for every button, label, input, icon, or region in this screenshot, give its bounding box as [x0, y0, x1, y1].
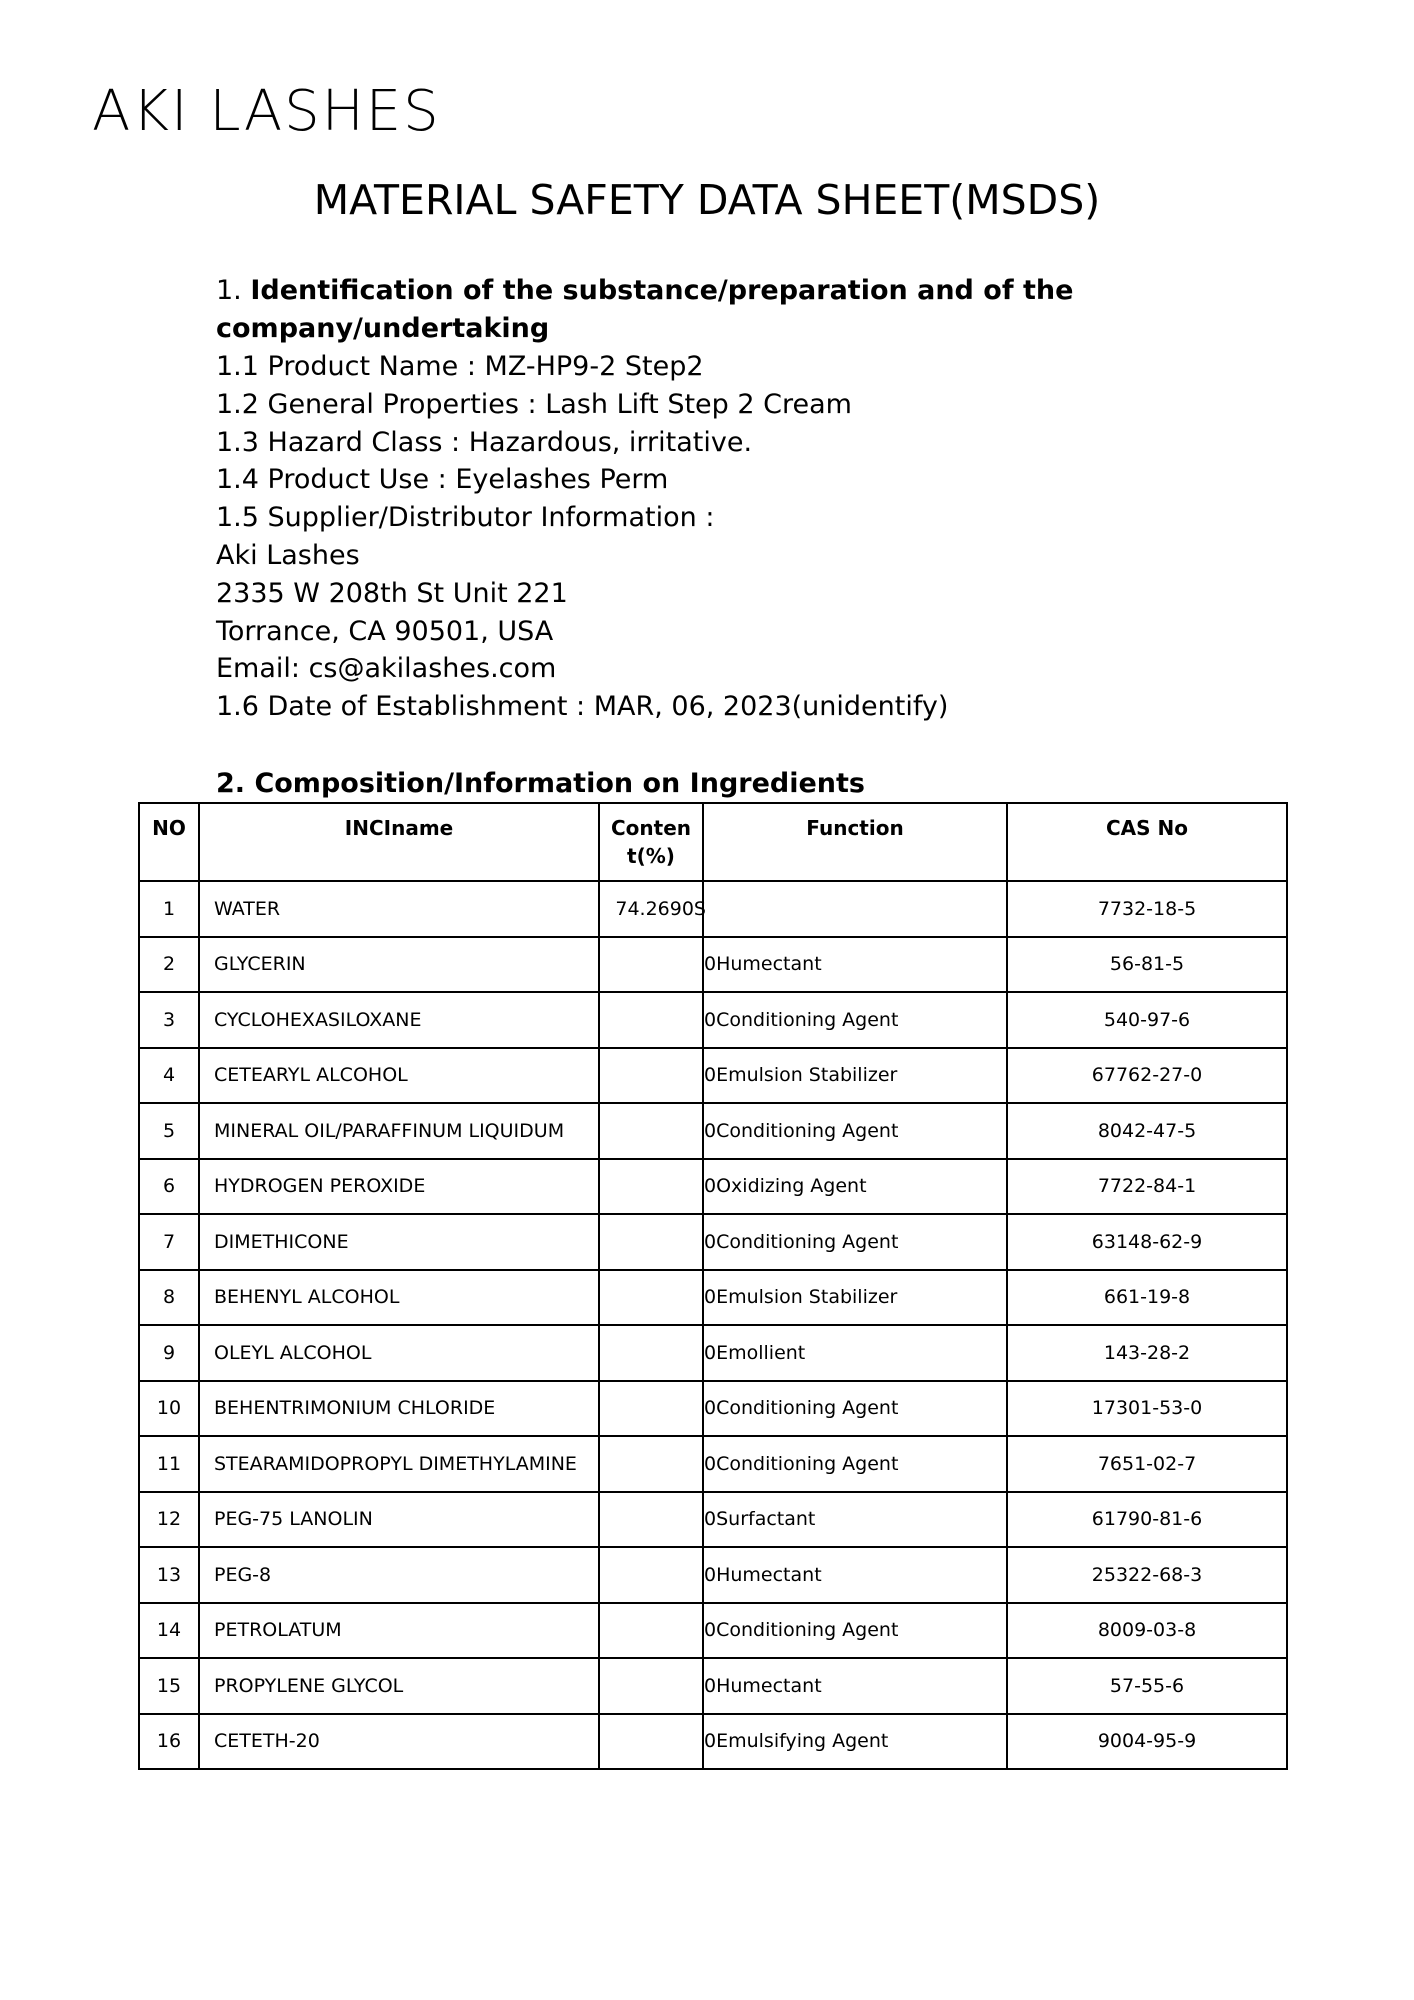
ingredients-table: [138, 802, 1288, 1770]
cell-function: 0Emulsion Stabilizer: [703, 1270, 1007, 1326]
cell-content: [599, 1048, 703, 1104]
table-row: [139, 1214, 1287, 1270]
table-row: [139, 1492, 1287, 1548]
cell-no: 9: [139, 1325, 199, 1381]
cell-content: [599, 1159, 703, 1215]
cell-inci-name: PEG-75 LANOLIN: [199, 1492, 599, 1548]
table-row: [139, 1714, 1287, 1770]
cell-cas-no: 56-81-5: [1007, 937, 1287, 993]
cell-content: [599, 1603, 703, 1659]
section-1-line: 1.1 Product Name : MZ-HP9-2 Step2: [216, 351, 704, 382]
cell-cas-no: 63148-62-9: [1007, 1214, 1287, 1270]
section-1-line: Torrance, CA 90501, USA: [216, 615, 554, 647]
cell-no: 16: [139, 1714, 199, 1770]
header-content-line2: t(%): [627, 844, 675, 868]
cell-inci-name: BEHENYL ALCOHOL: [199, 1270, 599, 1326]
cell-inci-name: PROPYLENE GLYCOL: [199, 1658, 599, 1714]
cell-inci-name: HYDROGEN PEROXIDE: [199, 1159, 599, 1215]
cell-content: [599, 1492, 703, 1548]
cell-no: 7: [139, 1214, 199, 1270]
cell-content: [599, 1214, 703, 1270]
section-1-lines: [216, 348, 1266, 726]
section-1-line: 1.6 Date of Establishment : MAR, 06, 2023(unidentify): [216, 691, 949, 723]
cell-inci-name: PETROLATUM: [199, 1603, 599, 1659]
table-row: [139, 1547, 1287, 1603]
cell-function: 0Humectant: [703, 1547, 1007, 1603]
section-1-number: 1.: [216, 275, 242, 306]
table-row: [139, 1381, 1287, 1437]
cell-cas-no: 57-55-6: [1007, 1658, 1287, 1714]
cell-no: 15: [139, 1658, 199, 1714]
cell-no: 6: [139, 1159, 199, 1215]
cell-content: [599, 937, 703, 993]
cell-function: 0Emollient: [703, 1325, 1007, 1381]
header-function: Function: [703, 803, 1007, 881]
cell-no: 12: [139, 1492, 199, 1548]
company-logo: AKI LASHES: [92, 79, 441, 144]
cell-function: 0Emulsion Stabilizer: [703, 1048, 1007, 1104]
section-1-line: 1.3 Hazard Class : Hazardous, irritative.: [216, 426, 753, 458]
cell-content: [599, 1714, 703, 1770]
table-row: [139, 1658, 1287, 1714]
table-row: [139, 881, 1287, 937]
cell-cas-no: 9004-95-9: [1007, 1714, 1287, 1770]
cell-inci-name: BEHENTRIMONIUM CHLORIDE: [199, 1381, 599, 1437]
table-row: [139, 1159, 1287, 1215]
cell-cas-no: 25322-68-3: [1007, 1547, 1287, 1603]
cell-no: 4: [139, 1048, 199, 1104]
cell-inci-name: PEG-8: [199, 1547, 599, 1603]
cell-function: 0Conditioning Agent: [703, 992, 1007, 1048]
cell-content: [599, 1325, 703, 1381]
section-1-line: 1.5 Supplier/Distributor Information :: [216, 502, 715, 534]
cell-content: [599, 1381, 703, 1437]
cell-content: [599, 1270, 703, 1326]
cell-inci-name: CETEARYL ALCOHOL: [199, 1048, 599, 1104]
table-row: [139, 992, 1287, 1048]
cell-no: 3: [139, 992, 199, 1048]
cell-cas-no: 661-19-8: [1007, 1270, 1287, 1326]
section-1-line: 1.4 Product Use : Eyelashes Perm: [216, 464, 669, 496]
table-row: [139, 1103, 1287, 1159]
cell-no: 10: [139, 1381, 199, 1437]
section-1-heading-line1: Identification of the substance/preparation and of the: [250, 275, 1074, 306]
cell-cas-no: 7651-02-7: [1007, 1436, 1287, 1492]
cell-inci-name: WATER: [199, 881, 599, 937]
table-row: [139, 1325, 1287, 1381]
cell-function: 0Conditioning Agent: [703, 1103, 1007, 1159]
cell-content: [599, 1547, 703, 1603]
cell-no: 11: [139, 1436, 199, 1492]
cell-cas-no: 143-28-2: [1007, 1325, 1287, 1381]
section-identification: [216, 272, 1266, 726]
cell-content: [599, 1658, 703, 1714]
table-row: [139, 937, 1287, 993]
header-no: NO: [139, 803, 199, 881]
cell-inci-name: STEARAMIDOPROPYL DIMETHYLAMINE: [199, 1436, 599, 1492]
section-1-line: Email: cs@akilashes.com: [216, 653, 557, 685]
ingredient-rows: [139, 881, 1287, 1769]
header-content-line1: Conten: [610, 816, 692, 840]
cell-no: 1: [139, 881, 199, 937]
cell-content: [599, 992, 703, 1048]
cell-function: 0Conditioning Agent: [703, 1214, 1007, 1270]
cell-cas-no: 8042-47-5: [1007, 1103, 1287, 1159]
cell-no: 13: [139, 1547, 199, 1603]
cell-no: 5: [139, 1103, 199, 1159]
header-cas: CAS No: [1007, 803, 1287, 881]
table-row: [139, 1270, 1287, 1326]
cell-cas-no: 540-97-6: [1007, 992, 1287, 1048]
cell-function: 0Conditioning Agent: [703, 1603, 1007, 1659]
cell-no: 2: [139, 937, 199, 993]
section-2-heading: 2. Composition/Information on Ingredients: [216, 768, 865, 799]
header-content: [599, 803, 703, 881]
cell-function: [703, 881, 1007, 937]
cell-function: 0Surfactant: [703, 1492, 1007, 1548]
section-1-heading-line2: company/undertaking: [216, 313, 550, 344]
cell-inci-name: CETETH-20: [199, 1714, 599, 1770]
cell-function: 0Conditioning Agent: [703, 1436, 1007, 1492]
cell-content: [599, 1103, 703, 1159]
section-1-line: 1.2 General Properties : Lash Lift Step 2 Cream: [216, 388, 852, 420]
cell-function: 0Humectant: [703, 1658, 1007, 1714]
cell-cas-no: 61790-81-6: [1007, 1492, 1287, 1548]
cell-inci-name: CYCLOHEXASILOXANE: [199, 992, 599, 1048]
cell-cas-no: 8009-03-8: [1007, 1603, 1287, 1659]
cell-content: [599, 1436, 703, 1492]
header-inciname: INCIname: [199, 803, 599, 881]
cell-function: 0Emulsifying Agent: [703, 1714, 1007, 1770]
cell-inci-name: OLEYL ALCOHOL: [199, 1325, 599, 1381]
cell-cas-no: 7722-84-1: [1007, 1159, 1287, 1215]
cell-content-value: 74.2690S: [615, 897, 706, 920]
table-row: [139, 1048, 1287, 1104]
table-row: [139, 1436, 1287, 1492]
cell-inci-name: GLYCERIN: [199, 937, 599, 993]
cell-no: 14: [139, 1603, 199, 1659]
cell-function: 0Humectant: [703, 937, 1007, 993]
cell-cas-no: 17301-53-0: [1007, 1381, 1287, 1437]
cell-inci-name: MINERAL OIL/PARAFFINUM LIQUIDUM: [199, 1103, 599, 1159]
cell-cas-no: 7732-18-5: [1007, 881, 1287, 937]
table-row: [139, 1603, 1287, 1659]
cell-cas-no: 67762-27-0: [1007, 1048, 1287, 1104]
section-1-line: 2335 W 208th St Unit 221: [216, 577, 568, 609]
cell-function: 0Oxidizing Agent: [703, 1159, 1007, 1215]
cell-inci-name: DIMETHICONE: [199, 1214, 599, 1270]
document-title: MATERIAL SAFETY DATA SHEET(MSDS): [313, 176, 1101, 224]
cell-content: [599, 881, 706, 937]
section-1-line: Aki Lashes: [216, 539, 360, 571]
cell-function: 0Conditioning Agent: [703, 1381, 1007, 1437]
cell-no: 8: [139, 1270, 199, 1326]
table-header-row: [139, 803, 1287, 881]
section-1-heading: [216, 272, 1266, 348]
